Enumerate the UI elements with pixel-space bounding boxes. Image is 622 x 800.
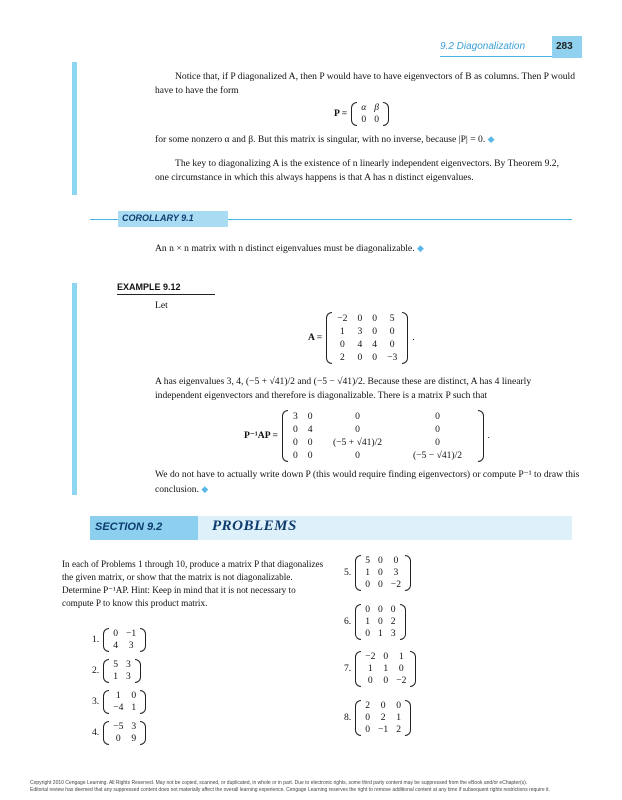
end-of-proof-diamond-icon: ◆ (487, 134, 495, 144)
section-title: PROBLEMS (212, 518, 297, 534)
pap-equation: P⁻¹AP = 3 0 0 0 0 4 0 0 0 0 (−5 + √41)/2 0 0 0 0 (−5 − √41)/2 . (244, 411, 490, 461)
diagonal-matrix: 3 0 0 0 0 4 0 0 0 0 (−5 + √41)/2 0 0 0 0 (−5 − √41)/2 (282, 410, 484, 462)
example-margin-bar (72, 283, 77, 495)
problem-3: 3. 1 0 −4 1 (92, 690, 146, 714)
problem-1: 1. 0 −1 4 3 (92, 628, 146, 652)
a-label: A = (308, 332, 323, 343)
a-equation: A = −2 0 0 5 1 3 0 0 0 4 4 0 2 0 0 −3 . (308, 313, 415, 363)
example-heading: EXAMPLE 9.12 (117, 282, 181, 292)
problem-2: 2. 5 3 1 3 (92, 659, 141, 683)
example-rule (117, 294, 215, 295)
problem-6: 6. 0 0 0 1 0 2 0 1 3 (344, 604, 406, 640)
editorial-line: Editorial review has deemed that any suppressed content does not materially affect the overall learning experience. Cengage Learning reserves the right to remove additional content at any time if subsequent rights restrictions require it. (30, 787, 550, 793)
intro-paragraph-3: The key to diagonalizing A is the existence of n linearly independent eigenvectors. By Theorem 9.2, one circumstance in which this always happens is that A has n distinct eigenvalues. (155, 158, 559, 183)
example-text-1: A has eigenvalues 3, 4, (−5 + √41)/2 and (−5 − √41)/2. Because these are distinct, A has 4 linearly independent eigenvectors and therefore is diagonalizable. There is a matrix P such that (155, 376, 532, 401)
copyright-line: Copyright 2010 Cengage Learning. All Rights Reserved. May not be copied, scanned, or duplicated, in whole or in part. Due to electronic rights, some third party content may be suppressed from the eBook and/or eChapter(s). (30, 780, 528, 786)
corollary-heading: COROLLARY 9.1 (122, 213, 194, 223)
problems-intro: In each of Problems 1 through 10, produce a matrix P that diagonalizes the given matrix, or show that the matrix is not diagonalizable. Determine P⁻¹AP. Hint: Keep in mind that it is not necessary to compute P to know this product matrix. (62, 559, 324, 608)
corollary-text: An n × n matrix with n distinct eigenvalues must be diagonalizable. ◆ (155, 243, 424, 254)
end-diamond-icon: ◆ (417, 243, 424, 253)
p-form-equation (334, 102, 389, 126)
intro-paragraph-1: Notice that, if P diagonalized A, then P would have to have eigenvectors of B as columns. Then P would have to have the form (155, 71, 576, 96)
p-form-matrix: α β 0 0 (351, 102, 389, 126)
section-label: SECTION 9.2 (95, 521, 163, 533)
pap-label: P⁻¹AP = (244, 430, 278, 441)
example-let: Let (155, 300, 168, 311)
problem-5: 5. 5 0 0 1 0 3 0 0 −2 (344, 555, 411, 591)
problem-4: 4. −5 3 0 9 (92, 721, 146, 745)
page-number: 283 (556, 41, 573, 52)
a-matrix: −2 0 0 5 1 3 0 0 0 4 4 0 2 0 0 −3 (326, 312, 408, 364)
running-title: 9.2 Diagonalization (440, 41, 526, 52)
intro-paragraph-2: for some nonzero α and β. But this matrix is singular, with no inverse, because |P| = 0. ◆ (155, 134, 495, 145)
problem-8: 8. 2 0 0 0 2 1 0 −1 2 (344, 700, 411, 736)
p-label: P = (334, 108, 348, 119)
example-text-2: We do not have to actually write down P (this would require finding eigenvectors) or compute P⁻¹ to draw this conclusion. ◆ (155, 469, 580, 495)
end-example-diamond-icon: ◆ (201, 484, 209, 494)
problem-7: 7. −2 0 1 1 1 0 0 0 −2 (344, 651, 416, 687)
margin-bar (72, 62, 77, 195)
header-rule (440, 56, 554, 57)
